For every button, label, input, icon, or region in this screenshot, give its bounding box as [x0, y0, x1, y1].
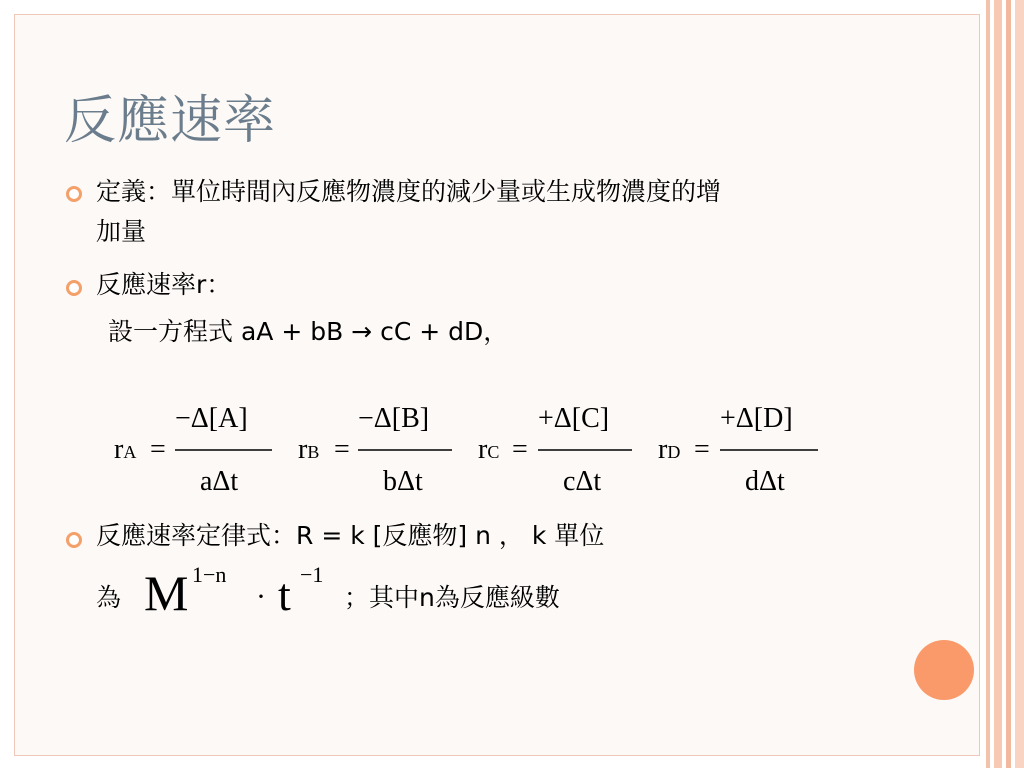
- decorative-circle: [914, 640, 974, 700]
- units-expression: [140, 558, 360, 628]
- decorative-stripe: [1006, 0, 1011, 768]
- denominator-a: aΔt: [200, 466, 239, 497]
- numerator-d: +Δ[D]: [720, 403, 793, 434]
- bullet-icon: [66, 186, 82, 202]
- time-exponent: −1: [300, 562, 324, 587]
- units-prefix: 為: [96, 583, 122, 612]
- equation-intro: 設一方程式 aA + bB → cC + dD，: [108, 317, 509, 346]
- bullet-icon: [66, 532, 82, 548]
- units-suffix: ；其中n為反應級數: [344, 583, 560, 612]
- numerator-b: −Δ[B]: [358, 403, 430, 434]
- denominator-c: cΔt: [563, 466, 602, 497]
- denominator-b: bΔt: [383, 466, 423, 497]
- slide-title: 反應速率: [64, 91, 277, 151]
- multiply-dot: ·: [256, 580, 266, 613]
- rate-equations: [100, 392, 900, 502]
- equals-sign: =: [512, 434, 528, 465]
- rate-heading: 反應速率r：: [96, 270, 232, 299]
- definition-line1: 定義：單位時間內反應物濃度的減少量或生成物濃度的增: [96, 177, 722, 206]
- bullet-icon: [66, 280, 82, 296]
- rate-label-c: rC: [478, 434, 500, 465]
- decorative-stripe: [994, 0, 1002, 768]
- equals-sign: =: [694, 434, 710, 465]
- definition-line2: 加量: [96, 217, 147, 246]
- equals-sign: =: [334, 434, 350, 465]
- molarity-symbol: M: [144, 565, 189, 621]
- rate-label-b: rB: [298, 434, 320, 465]
- decorative-stripe: [1015, 0, 1024, 768]
- rate-label-a: rA: [114, 434, 137, 465]
- decorative-stripe: [986, 0, 990, 768]
- numerator-a: −Δ[A]: [175, 403, 248, 434]
- denominator-d: dΔt: [745, 466, 785, 497]
- numerator-c: +Δ[C]: [538, 403, 610, 434]
- equals-sign: =: [150, 434, 166, 465]
- rate-label-d: rD: [658, 434, 681, 465]
- rate-law-line: 反應速率定律式：R = k [反應物] n ， k 單位: [96, 521, 605, 550]
- molarity-exponent: 1−n: [192, 562, 227, 587]
- time-symbol: t: [278, 569, 291, 620]
